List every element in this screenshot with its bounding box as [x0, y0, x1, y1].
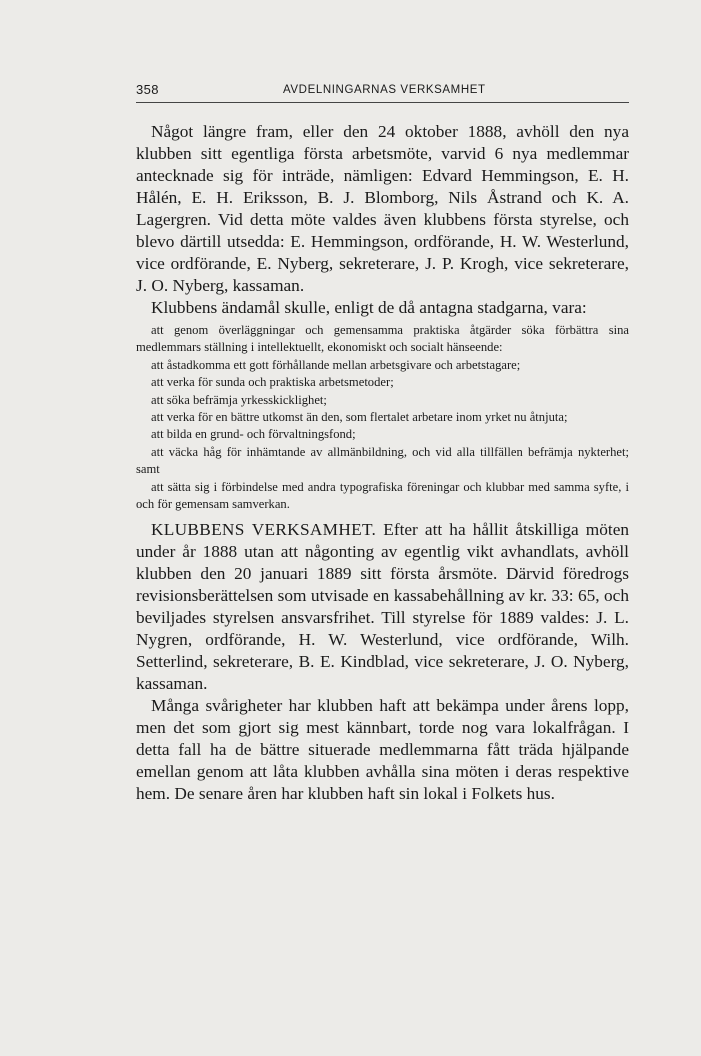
paragraph-club-activity [136, 519, 629, 695]
paragraph-purpose-intro: Klubbens ändamål skulle, enligt de då antagna stadgarna, vara: [151, 298, 587, 317]
paragraph-first-meeting: Något längre fram, eller den 24 oktober 1888, avhöll den nya klubben sitt egentliga första arbetsmöte, varvid 6 nya medlemmar antecknade sig för inträde, nämligen: Edvard Hemmingson, E. H. Hålén, E. H. Eriksson, B. J. Blomborg, Nils Åstrand och K. A. Lagergren. Vid detta möte valdes även klubbens första styrelse, och blevo därtill utsedda: E. Hemmingson, ordförande, H. W. Westerlund, vice ordförande, E. Nyberg, sekreterare, J. P. Krogh, vice sekreterare, J. O. Nyberg, kassaman. [136, 122, 629, 295]
page-header [136, 80, 629, 103]
page-number: 358 [136, 82, 159, 97]
purpose-item: att verka för en bättre utkomst än den, som flertalet arbetare inom yrket nu åtnjuta; [151, 410, 568, 425]
purpose-item: att verka för sunda och praktiska arbetsmetoder; [151, 375, 394, 390]
purpose-item: att bilda en grund- och förvaltningsfond; [151, 427, 356, 442]
purpose-item: att söka befrämja yrkesskicklighet; [151, 392, 327, 407]
page-body [136, 121, 629, 805]
paragraph-club-activity-text: Efter att ha hållit åtskilliga möten under år 1888 utan att någonting av egentlig vikt avhandlats, avhöll klubben den 20 januari 1889 sitt första årsmöte. Därvid föredrogs revisionsberättelsen som utvisade en kassabehållning av kr. 33: 65, och beviljades styrelsen ansvarsfrihet. Till styrelse för 1889 valdes: J. L. Nygren, ordförande, H. W. Westerlund, vice ordförande, Wilh. Setterlind, sekreterare, B. E. Kindblad, vice sekreterare, J. O. Nyberg, kassaman. [136, 520, 630, 694]
purpose-item: att åstadkomma ett gott förhållande mellan arbetsgivare och arbetstagare; [151, 357, 521, 372]
running-head: AVDELNINGARNAS VERKSAMHET [283, 84, 486, 96]
purpose-list [136, 322, 629, 513]
purpose-item: att sätta sig i förbindelse med andra typografiska föreningar och klubbar med samma syfte, i och för gemensam samverkan. [136, 479, 629, 512]
purpose-item: att genom överläggningar och gemensamma praktiska åtgärder söka förbättra sina medlemmars ställning i intellektuellt, ekonomiskt och socialt hänseende: [136, 323, 629, 355]
book-page [136, 80, 629, 805]
section-lead: KLUBBENS VERKSAMHET. [151, 520, 377, 540]
paragraph-difficulties: Många svårigheter har klubben haft att bekämpa under årens lopp, men det som gjort sig mest kännbart, torde nog vara lokalfrågan. I detta fall ha de bättre situerade medlemmarna fått träda hjälpande emellan genom att låta klubben avhålla sina möten i deras respektive hem. De senare åren har klubben haft sin lokal i Folkets hus. [136, 696, 629, 804]
purpose-item: att väcka håg för inhämtande av allmänbildning, och vid alla tillfällen befrämja nykterhet; samt [136, 444, 629, 477]
